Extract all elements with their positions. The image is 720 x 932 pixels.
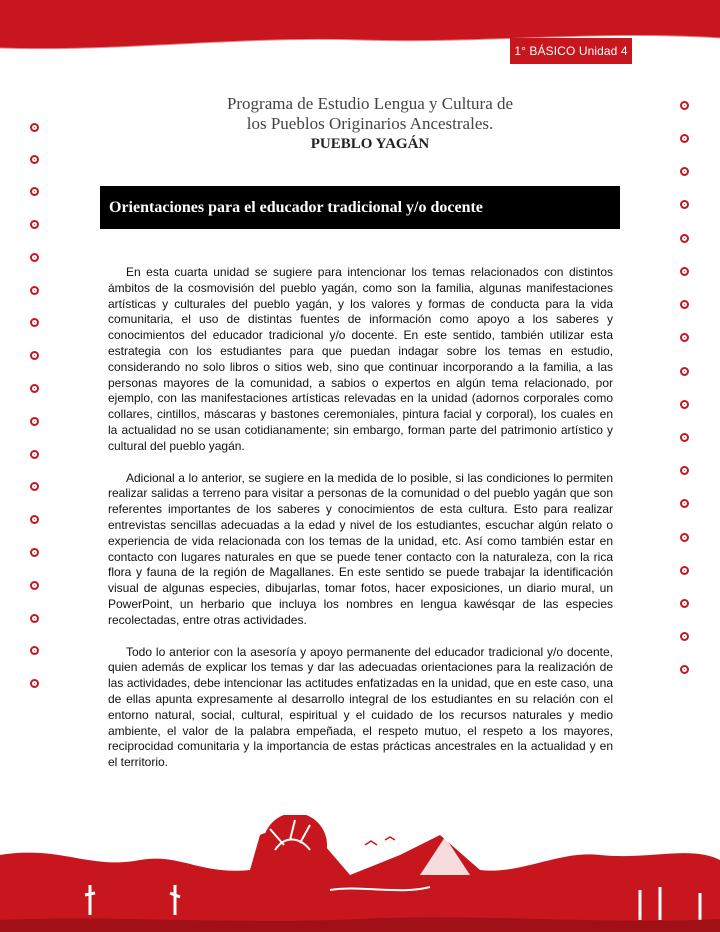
dot-icon	[680, 466, 689, 475]
dot-icon	[30, 679, 39, 688]
dot-icon	[680, 367, 689, 376]
dot-icon	[680, 234, 689, 243]
dot-icon	[30, 646, 39, 655]
dot-icon	[680, 566, 689, 575]
dot-icon	[30, 614, 39, 623]
title-line-1: Programa de Estudio Lengua y Cultura de	[226, 94, 514, 113]
dot-icon	[30, 286, 39, 295]
footer-landscape-illustration	[0, 815, 720, 932]
dot-icon	[680, 267, 689, 276]
dot-icon	[680, 433, 689, 442]
dot-icon	[680, 632, 689, 641]
dot-icon	[30, 581, 39, 590]
body-text	[108, 265, 613, 787]
dot-icon	[680, 101, 689, 110]
dot-icon	[30, 417, 39, 426]
dot-icon	[680, 499, 689, 508]
title-line-2: los Pueblos Originarios Ancestrales.	[246, 114, 494, 133]
dot-icon	[30, 515, 39, 524]
dot-icon	[680, 167, 689, 176]
dot-icon	[30, 548, 39, 557]
dot-icon	[30, 384, 39, 393]
dot-icon	[680, 665, 689, 674]
dot-icon	[30, 351, 39, 360]
dot-icon	[30, 123, 39, 132]
section-heading: Orientaciones para el educador tradicional y/o docente	[100, 186, 620, 229]
page-title	[150, 94, 590, 154]
dot-icon	[30, 187, 39, 196]
dot-icon	[30, 220, 39, 229]
dot-icon	[680, 200, 689, 209]
dot-icon	[30, 253, 39, 262]
dot-icon	[680, 599, 689, 608]
paragraph-2: Adicional a lo anterior, se sugiere en la medida de lo posible, si las condiciones lo permiten realizar salidas a terreno para visitar a personas de la comunidad o del pueblo yagán que son referentes importantes de los saberes y conocimientos de esta cultura. Esto para realizar entrevistas sencillas adecuadas a la edad y nivel de los estudiantes, escuchar algún relato o experiencia de vida relacionada con los temas de la unidad, etc. Así como también estar en contacto con lugares naturales en que se puede tener contacto con la naturaleza, con la rica flora y fauna de la región de Magallanes. En este sentido se puede trabajar la identificación visual de algunas especies, dibujarlas, tomar fotos, hacer exposiciones, un diario mural, un PowerPoint, un herbario que incluya los nombres en lengua kawésqar de las especies recolectadas, entre otras actividades.	[108, 470, 613, 627]
dot-icon	[30, 450, 39, 459]
dot-icon	[680, 300, 689, 309]
paragraph-1: En esta cuarta unidad se sugiere para intencionar los temas relacionados con distintos ámbitos de la cosmovisión del pueblo yagán, como son la familia, algunas manifestaciones artísticas y culturales del pueblo yagán, y los valores y formas de conducta para la vida comunitaria, el uso de distintas fuentes de información como apoyo a los saberes y conocimientos del educador tradicional y/o docente. En este sentido, también utilizar esta estrategia con los estudiantes para que puedan indagar sobre los temas en estudio, considerando no solo libros o sitios web, sino que continuar incorporando a la familia, a las personas mayores de la comunidad, a sabios o expertos en algún tema relacionado, por ejemplo, con las manifestaciones artísticas relevadas en la unidad (adornos corporales como collares, cintillos, máscaras y bastones ceremoniales, pintura facial y corporal), los cuales en la actualidad no se usan cotidianamente; sin embargo, forman parte del patrimonio artístico y cultural del pueblo yagán.	[108, 265, 613, 453]
grade-unit-badge: 1° BÁSICO Unidad 4	[510, 38, 632, 64]
dot-icon	[680, 134, 689, 143]
dot-icon	[680, 400, 689, 409]
page-subtitle: PUEBLO YAGÁN	[310, 136, 430, 152]
paragraph-3: Todo lo anterior con la asesoría y apoyo permanente del educador tradicional y/o docente, quien además de explicar los temas y dar las adecuadas orientaciones para la realización de las actividades, debe intencionar las actitudes enfatizadas en la unidad, que en este caso, una de ellas apunta expresamente al desarrollo integral de los estudiantes en su relación con el entorno natural, social, cultural, espiritual y el cuidado de los recursos naturales y medio ambiente, el valor de la palabra empeñada, el respeto mutuo, el respeto a los mayores, reciprocidad comunitaria y la importancia de estas prácticas ancestrales en la actualidad y en el territorio.	[108, 644, 613, 770]
dot-icon	[30, 482, 39, 491]
dot-icon	[680, 533, 689, 542]
dot-icon	[30, 318, 39, 327]
dot-icon	[680, 333, 689, 342]
dot-icon	[30, 155, 39, 164]
